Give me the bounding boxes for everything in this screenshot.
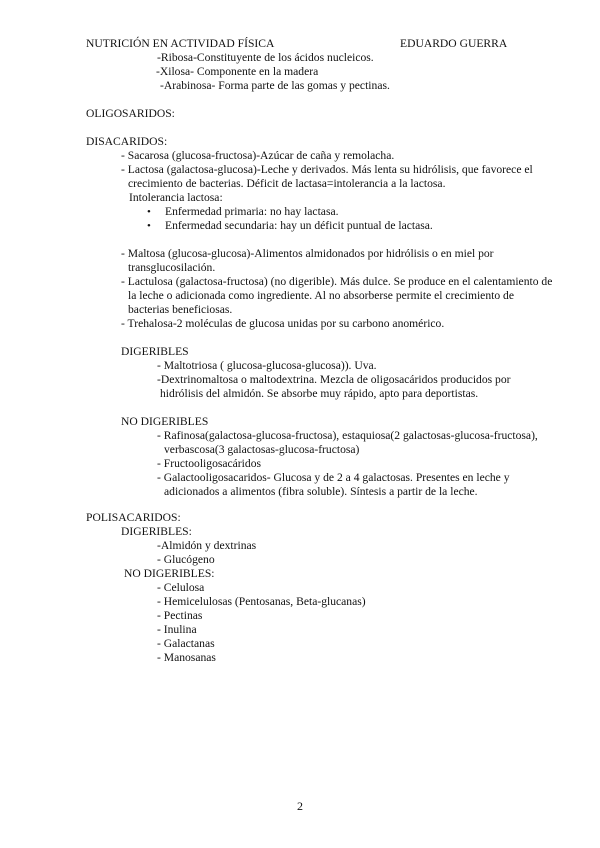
maltosa-line-1: - Maltosa (glucosa-glucosa)-Alimentos almidonados por hidrólisis o en miel por xyxy=(121,247,494,260)
intolerance-item-secondary: Enfermedad secundaria: hay un déficit puntual de lactasa. xyxy=(165,219,433,232)
lactulosa-line-3: bacterias beneficiosas. xyxy=(128,303,233,316)
document-title: NUTRICIÓN EN ACTIVIDAD FÍSICA xyxy=(86,37,275,50)
galactooligosacaridos-line-1: - Galactooligosacaridos- Glucosa y de 2 a 4 galactosas. Presentes en leche y xyxy=(157,471,510,484)
poly-non-digestible-heading: NO DIGERIBLES: xyxy=(124,567,215,580)
oligosaccharides-heading: OLIGOSARIDOS: xyxy=(86,107,175,120)
poly-non-digestible-item: - Hemicelulosas (Pentosanas, Beta-glucanas) xyxy=(157,595,366,608)
bullet-icon: • xyxy=(147,220,151,232)
poly-digestible-heading: DIGERIBLES: xyxy=(121,525,192,538)
poly-digestible-item: -Almidón y dextrinas xyxy=(157,539,257,552)
fructooligosacaridos-line: - Fructooligosacáridos xyxy=(157,457,261,470)
arabinosa-line: -Arabinosa- Forma parte de las gomas y pectinas. xyxy=(160,79,390,92)
oligo-digestible-heading: DIGERIBLES xyxy=(121,345,189,358)
lactulosa-line-2: la leche o adicionada como ingrediente. Al no absorberse permite el crecimiento de xyxy=(128,289,514,302)
bullet-icon: • xyxy=(147,206,151,218)
document-author: EDUARDO GUERRA xyxy=(400,37,508,50)
lactosa-line-2: crecimiento de bacterias. Déficit de lactasa=intolerancia a la lactosa. xyxy=(128,177,446,190)
poly-non-digestible-item: - Manosanas xyxy=(157,651,216,664)
disaccharides-heading: DISACARIDOS: xyxy=(86,135,168,148)
rafinosa-line-2: verbascosa(3 galactosas-glucosa-fructosa) xyxy=(164,443,360,456)
intolerance-heading: Intolerancia lactosa: xyxy=(129,191,223,204)
intolerance-item-primary: Enfermedad primaria: no hay lactasa. xyxy=(165,205,339,218)
sacarosa-line: - Sacarosa (glucosa-fructosa)-Azúcar de caña y remolacha. xyxy=(121,149,395,162)
page-number: 2 xyxy=(297,799,303,813)
poly-non-digestible-item: - Celulosa xyxy=(157,581,205,594)
maltotriosa-line: - Maltotriosa ( glucosa-glucosa-glucosa)). Uva. xyxy=(157,359,377,372)
poly-non-digestible-item: - Inulina xyxy=(157,623,197,636)
poly-digestible-item: - Glucógeno xyxy=(157,553,215,566)
poly-non-digestible-item: - Galactanas xyxy=(157,637,215,650)
rafinosa-line-1: - Rafinosa(galactosa-glucosa-fructosa), estaquiosa(2 galactosas-glucosa-fructosa), xyxy=(157,429,538,442)
dextrinomaltosa-line-1: -Dextrinomaltosa o maltodextrina. Mezcla de oligosacáridos producidos por xyxy=(157,373,511,386)
polysaccharides-heading: POLISACARIDOS: xyxy=(86,511,181,524)
galactooligosacaridos-line-2: adicionados a alimentos (fibra soluble). Síntesis a partir de la leche. xyxy=(164,485,478,498)
xilosa-line: -Xilosa- Componente en la madera xyxy=(156,65,319,78)
trehalosa-line: - Trehalosa-2 moléculas de glucosa unidas por su carbono anomérico. xyxy=(121,317,445,330)
lactosa-line-1: - Lactosa (galactosa-glucosa)-Leche y derivados. Más lenta su hidrólisis, que favorece el xyxy=(121,163,533,176)
maltosa-line-2: transglucosilación. xyxy=(128,261,216,274)
lactulosa-line-1: - Lactulosa (galactosa-fructosa) (no digerible). Más dulce. Se produce en el calentamiento de xyxy=(121,275,553,288)
poly-non-digestible-item: - Pectinas xyxy=(157,609,203,622)
oligo-non-digestible-heading: NO DIGERIBLES xyxy=(121,415,209,428)
dextrinomaltosa-line-2: hidrólisis del almidón. Se absorbe muy rápido, apto para deportistas. xyxy=(160,387,479,400)
ribosa-line: -Ribosa-Constituyente de los ácidos nucleicos. xyxy=(157,51,374,64)
